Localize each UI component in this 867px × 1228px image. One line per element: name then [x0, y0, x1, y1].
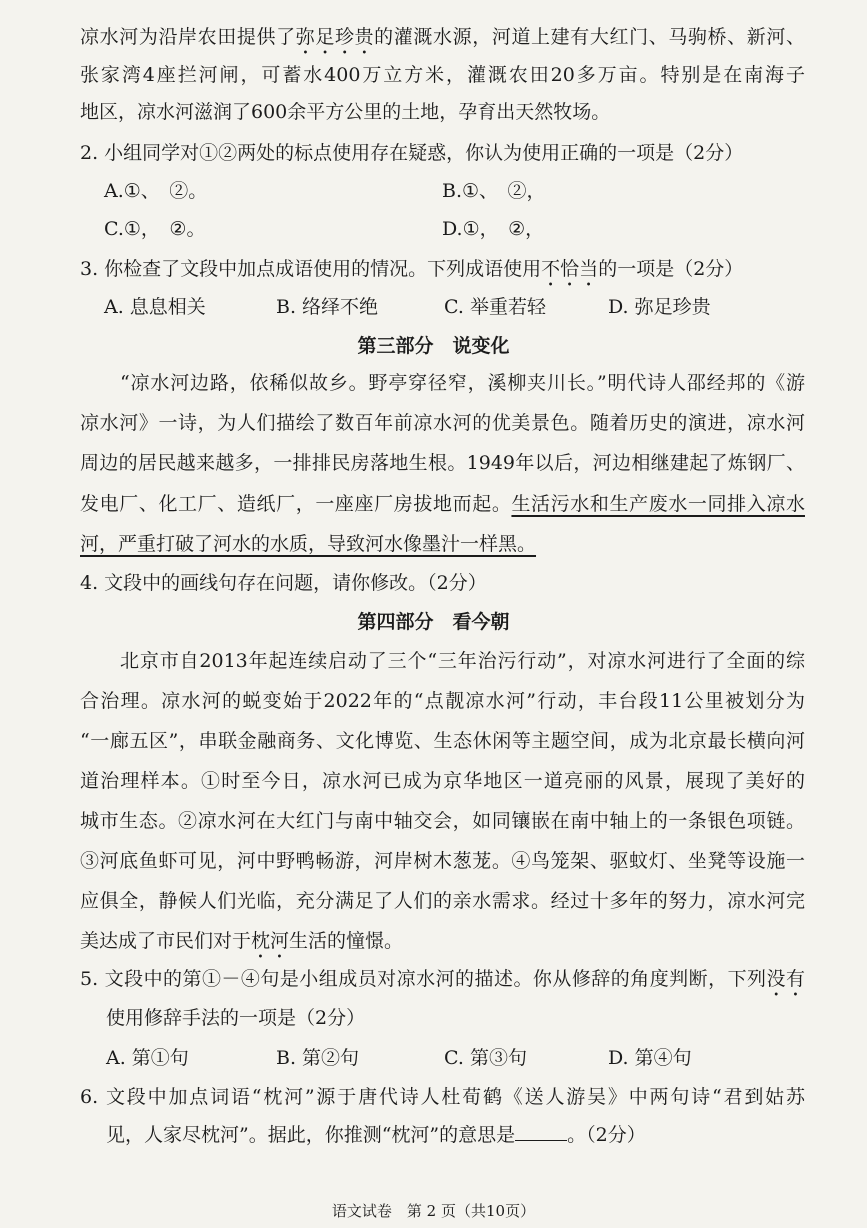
option-d: D. 弥足珍贵 [608, 296, 711, 318]
option-c: C. 举重若轻 [444, 296, 546, 318]
option-d: D. 第④句 [608, 1047, 692, 1069]
option-b: B.①、 ②， [442, 180, 546, 202]
underlined-sentence: 河，严重打破了河水的水质，导致河水像墨汁一样黑。 [80, 533, 537, 555]
passage-line: 合治理。凉水河的蜕变始于2022年的“点靓凉水河”行动，丰台段11公里被划分为 [80, 690, 805, 712]
passage-line: 张家湾4座拦河闸，可蓄水400万立方米，灌溉农田20多万亩。特别是在南海子 [80, 64, 805, 86]
passage-line: 凉水河为沿岸农田提供了弥足珍贵的灌溉水源，河道上建有大红门、马驹桥、新河、 [80, 26, 805, 48]
emphasized-idiom: 弥足珍贵 [295, 26, 375, 48]
question-2-stem: 2. 小组同学对①②两处的标点使用存在疑惑，你认为使用正确的一项是（2分） [80, 142, 744, 164]
passage-line: “一廊五区”，串联金融商务、文化博览、生态休闲等主题空间，成为北京最长横向河 [80, 730, 805, 752]
emphasized-word: 不恰当 [541, 258, 599, 280]
passage-line: 应俱全，静候人们光临，充分满足了人们的亲水需求。经过十多年的努力，凉水河完 [80, 890, 805, 912]
answer-blank[interactable] [515, 1122, 567, 1141]
option-a: A. 第①句 [106, 1047, 189, 1069]
question-5-stem: 5. 文段中的第①－④句是小组成员对凉水河的描述。你从修辞的角度判断，下列没有 [80, 968, 805, 990]
question-4-stem: 4. 文段中的画线句存在问题，请你修改。（2分） [80, 572, 487, 594]
question-6-stem: 6. 文段中加点词语“枕河”源于唐代诗人杜荀鹤《送人游吴》中两句诗“君到姑苏 [80, 1086, 805, 1108]
passage-line: 城市生态。②凉水河在大红门与南中轴交会，如同镶嵌在南中轴上的一条银色项链。 [80, 810, 805, 832]
section-title: 第三部分 说变化 [357, 335, 510, 357]
question-5-stem-cont: 使用修辞手法的一项是（2分） [106, 1007, 366, 1029]
option-c: C. 第③句 [444, 1047, 527, 1069]
option-a: A.①、 ②。 [104, 180, 208, 202]
passage-line: “凉水河边路，依稀似故乡。野亭穿径窄，溪柳夹川长。”明代诗人邵经邦的《游 [120, 372, 805, 394]
passage-line: ③河底鱼虾可见，河中野鸭畅游，河岸树木葱茏。④鸟笼架、驱蚊灯、坐凳等设施一 [80, 850, 805, 872]
passage-line: 发电厂、化工厂、造纸厂，一座座厂房拔地而起。生活污水和生产废水一同排入凉水 [80, 493, 805, 515]
emphasized-word: 枕河 [251, 930, 290, 952]
passage-line [80, 531, 805, 557]
passage-line: 凉水河》一诗，为人们描绘了数百年前凉水河的优美景色。随着历史的演进，凉水河 [80, 412, 805, 434]
option-a: A. 息息相关 [104, 296, 206, 318]
passage-line: 美达成了市民们对于枕河生活的憧憬。 [80, 930, 404, 952]
passage-line: 道治理样本。①时至今日，凉水河已成为京华地区一道亮丽的风景，展现了美好的 [80, 770, 805, 792]
page-footer: 语文试卷 第 2 页（共10页） [331, 1202, 536, 1220]
emphasized-word: 没有 [766, 968, 805, 990]
underlined-sentence: 生活污水和生产废水一同排入凉水 [511, 493, 805, 515]
section-title: 第四部分 看今朝 [357, 611, 510, 633]
option-d: D.①， ②， [442, 218, 545, 240]
passage-line: 周边的居民越来越多，一排排民房落地生根。1949年以后，河边相继建起了炼钢厂、 [80, 452, 805, 474]
question-3-stem: 3. 你检查了文段中加点成语使用的情况。下列成语使用不恰当的一项是（2分） [80, 258, 744, 280]
passage-line: 北京市自2013年起连续启动了三个“三年治污行动”，对凉水河进行了全面的综 [120, 650, 805, 672]
question-6-stem-cont: 见，人家尽枕河”。据此，你推测“枕河”的意思是 。（2分） [106, 1124, 646, 1146]
option-b: B. 第②句 [276, 1047, 360, 1069]
option-c: C.①， ②。 [104, 218, 206, 240]
option-b: B. 络绎不绝 [276, 296, 379, 318]
passage-line: 地区，凉水河滋润了600余平方公里的土地，孕育出天然牧场。 [80, 101, 611, 123]
